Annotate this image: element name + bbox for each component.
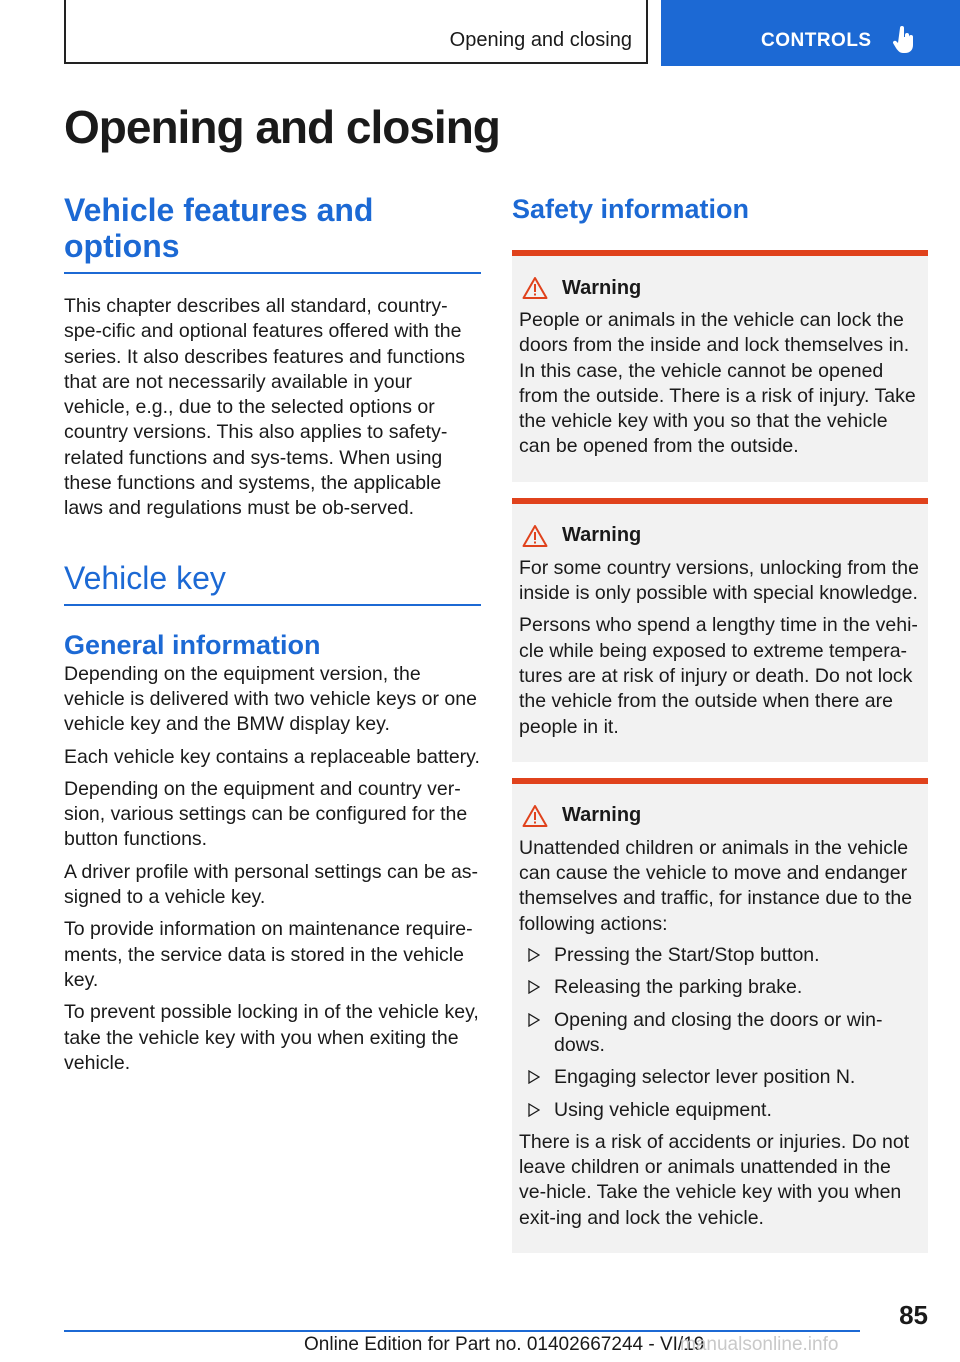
warning-text: Unattended children or animals in the vehicle can cause the vehicle to move and endanger themselves and traffic, for instance due to the following actions:: [519, 836, 913, 935]
hand-pointer-icon: [893, 26, 915, 54]
warning-box: [512, 250, 928, 482]
features-paragraph: This chapter describes all standard, country-spe-cific and optional features offered with the series. It also describes features and functions that are not necessarily available in your vehicle, e.g., due to the selected options or country versions. This also applies to safety-related functions and sys-tems. When using these functions and systems, the applicable laws and regulations must be ob-served.: [64, 295, 466, 520]
list-item-text: Releasing the parking brake.: [554, 976, 803, 999]
bullet-triangle-icon: [528, 1103, 540, 1117]
warning-header: [519, 276, 922, 300]
warning-text: There is a risk of accidents or injuries. Do not leave children or animals unattended in the ve-hicle. Take the vehicle key with you when exit-ing and lock the vehicle.: [519, 1130, 910, 1229]
paragraph: Depending on the equipment version, the vehicle is delivered with two vehicle keys or one vehicle key and the BMW display key.: [64, 662, 477, 736]
general-info-heading: General information: [64, 629, 321, 660]
header-category-label: CONTROLS: [761, 30, 872, 51]
watermark: manualsonline.info: [680, 1334, 839, 1355]
header-category-tab[interactable]: [661, 0, 960, 66]
vehicle-key-heading: Vehicle key: [64, 560, 481, 606]
paragraph: A driver profile with personal settings can be as-signed to a vehicle key.: [64, 860, 479, 909]
list-item-text: Engaging selector lever position N.: [554, 1066, 856, 1089]
list-item: [519, 943, 922, 968]
safety-heading: Safety information: [512, 194, 750, 224]
header-section-title: Opening and closing: [449, 29, 632, 51]
warning-bullet-list: [519, 943, 922, 1123]
paragraph: Depending on the equipment and country ver-sion, various settings can be configured for the button functions.: [64, 777, 468, 851]
bullet-triangle-icon: [528, 980, 540, 994]
paragraph: To provide information on maintenance require-ments, the service data is stored in the vehicle key.: [64, 918, 473, 991]
features-heading: Vehicle features and options: [64, 192, 481, 274]
list-item-text: Using vehicle equipment.: [554, 1098, 772, 1121]
warning-box: [512, 498, 928, 762]
list-item: [519, 1008, 922, 1059]
warning-text: People or animals in the vehicle can lock the doors from the inside and lock themselves in. In this case, the vehicle cannot be opened from the outside. There is a risk of injury. Take the vehicle key with you so that the vehicle can be opened from the outside.: [519, 309, 916, 458]
warning-text: Persons who spend a lengthy time in the vehi-cle while being exposed to extreme tempera-tures are at risk of injury or death. Do not lock the vehicle from the outside when there are people in it.: [519, 614, 918, 738]
footer-edition: Online Edition for Part no. 01402667244 - VI/19: [304, 1334, 705, 1355]
warning-title: Warning: [562, 804, 642, 827]
list-item-text: Opening and closing the doors or win-dows.: [554, 1008, 883, 1056]
warning-header: [519, 804, 922, 828]
list-item: [519, 1065, 922, 1090]
bullet-triangle-icon: [528, 1070, 540, 1084]
warning-triangle-icon: [522, 524, 548, 548]
header-section-box: [64, 0, 648, 64]
page-number: 85: [899, 1300, 928, 1330]
list-item: [519, 975, 922, 1000]
paragraph: To prevent possible locking in of the vehicle key, take the vehicle key with you when exiting the vehicle.: [64, 1001, 479, 1074]
footer-divider: [64, 1330, 860, 1332]
list-item: [519, 1098, 922, 1123]
list-item-text: Pressing the Start/Stop button.: [554, 944, 820, 967]
right-column: [512, 192, 928, 1253]
warning-triangle-icon: [522, 804, 548, 828]
warning-triangle-icon: [522, 276, 548, 300]
bullet-triangle-icon: [528, 948, 540, 962]
left-column: [64, 192, 481, 1076]
warning-box: [512, 778, 928, 1253]
bullet-triangle-icon: [528, 1013, 540, 1027]
warning-title: Warning: [562, 524, 642, 547]
paragraph: Each vehicle key contains a replaceable battery.: [64, 745, 480, 768]
warning-title: Warning: [562, 276, 642, 299]
warning-header: [519, 524, 922, 548]
page-title: Opening and closing: [64, 101, 500, 153]
warning-text: For some country versions, unlocking from the inside is only possible with special knowledge.: [519, 556, 919, 605]
general-info-body: [64, 662, 481, 1076]
